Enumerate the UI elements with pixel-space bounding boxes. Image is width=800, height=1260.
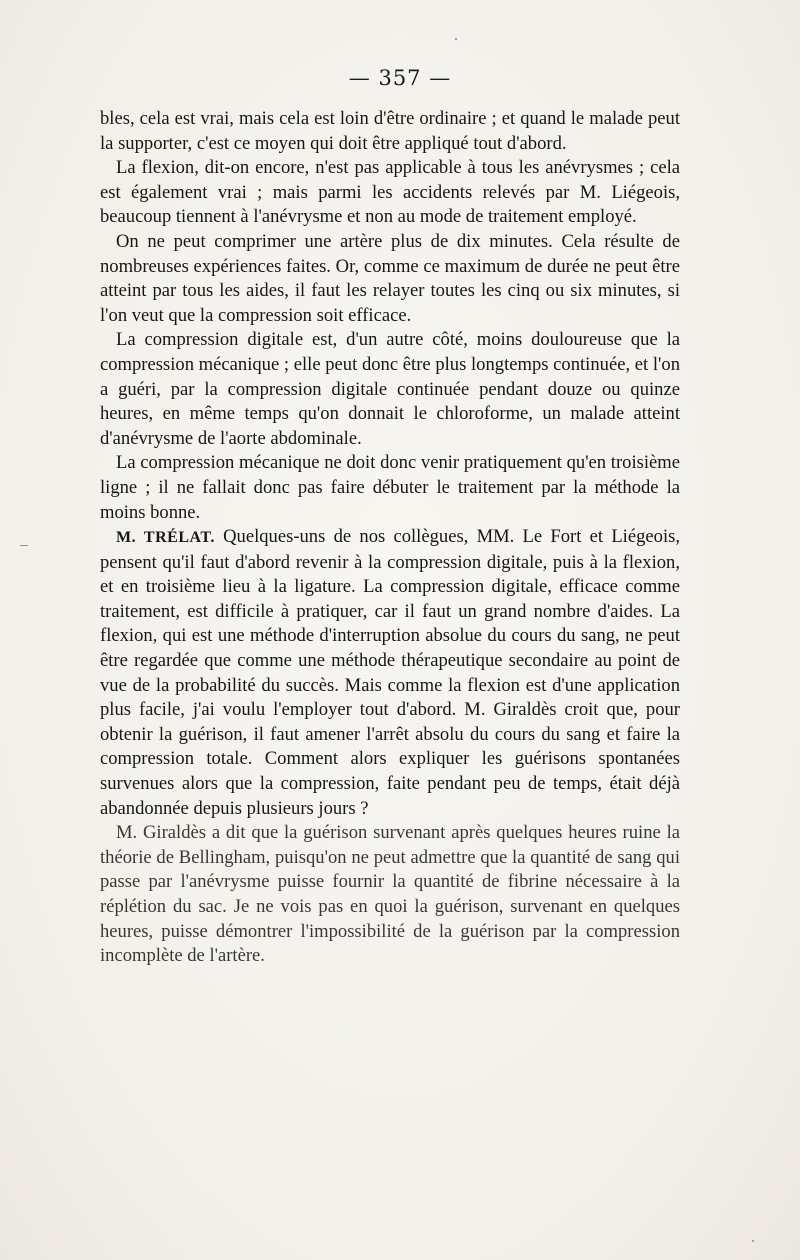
margin-mark [20,545,28,546]
speaker-name: M. TRÉLAT. [116,529,215,547]
paper-speck [752,1240,754,1242]
body-text [100,107,680,969]
paper-speck [455,38,457,40]
paragraph-6 [100,525,680,821]
paragraph-7: M. Giraldès a dit que la guérison survenant après quelques heures ruine la théorie de Bellingham, puisqu'on ne peut admettre que la quantité de sang qui passe par l'anévrysme puisse fournir la quantité de fibrine nécessaire à la réplétion du sac. Je ne vois pas en quoi la guérison, survenant en quelques heures, puisse démontrer l'impossibilité de la guérison par la compression incomplète de l'artère. [100,822,680,967]
paragraph-3: On ne peut comprimer une artère plus de dix minutes. Cela résulte de nombreuses expériences faites. Or, comme ce maximum de durée ne peut être atteint par tous les aides, il faut les relayer toutes les cinq ou six minutes, si l'on veut que la compression soit efficace. [100,230,680,326]
paragraph-4: La compression digitale est, d'un autre côté, moins douloureuse que la compression mécanique ; elle peut donc être plus longtemps continuée, et l'on a guéri, par la compression digitale continuée pendant douze ou quinze heures, en même temps qu'on donnait le chloroforme, un malade atteint d'anévrysme de l'aorte abdominale. [100,329,680,449]
paragraph-2: La flexion, dit-on encore, n'est pas applicable à tous les anévrysmes ; cela est également vrai ; mais parmi les accidents relevés par M. Liégeois, beaucoup tiennent à l'anévrysme et non au mode de traitement employé. [100,157,680,228]
paragraph-1: bles, cela est vrai, mais cela est loin d'être ordinaire ; et quand le malade peut la supporter, c'est ce moyen qui doit être appliqué tout d'abord. [100,108,680,154]
paragraph-5: La compression mécanique ne doit donc venir pratiquement qu'en troisième ligne ; il ne fallait donc pas faire débuter le traitement par la méthode la moins bonne. [100,452,680,523]
paragraph-6-text: Quelques-uns de nos collègues, MM. Le Fort et Liégeois, pensent qu'il faut d'abord revenir à la compression digitale, puis à la flexion, et en troisième lieu à la ligature. La compression digitale, efficace comme traitement, est difficile à pratiquer, car il faut un grand nombre d'aides. La flexion, qui est une méthode d'interruption absolue du cours du sang, ne peut être regardée que comme une méthode thérapeutique secondaire au point de vue de la probabilité du succès. Mais comme la flexion est d'une application plus facile, j'ai voulu l'employer tout d'abord. M. Giraldès croit que, pour obtenir la guérison, il faut amener l'arrêt absolu du cours du sang et faire la compression totale. Comment alors expliquer les guérisons spontanées survenues alors que la compression, faite pendant peu de temps, était déjà abandonnée depuis plusieurs jours ? [100,526,680,819]
page-number: — 357 — [348,66,452,90]
